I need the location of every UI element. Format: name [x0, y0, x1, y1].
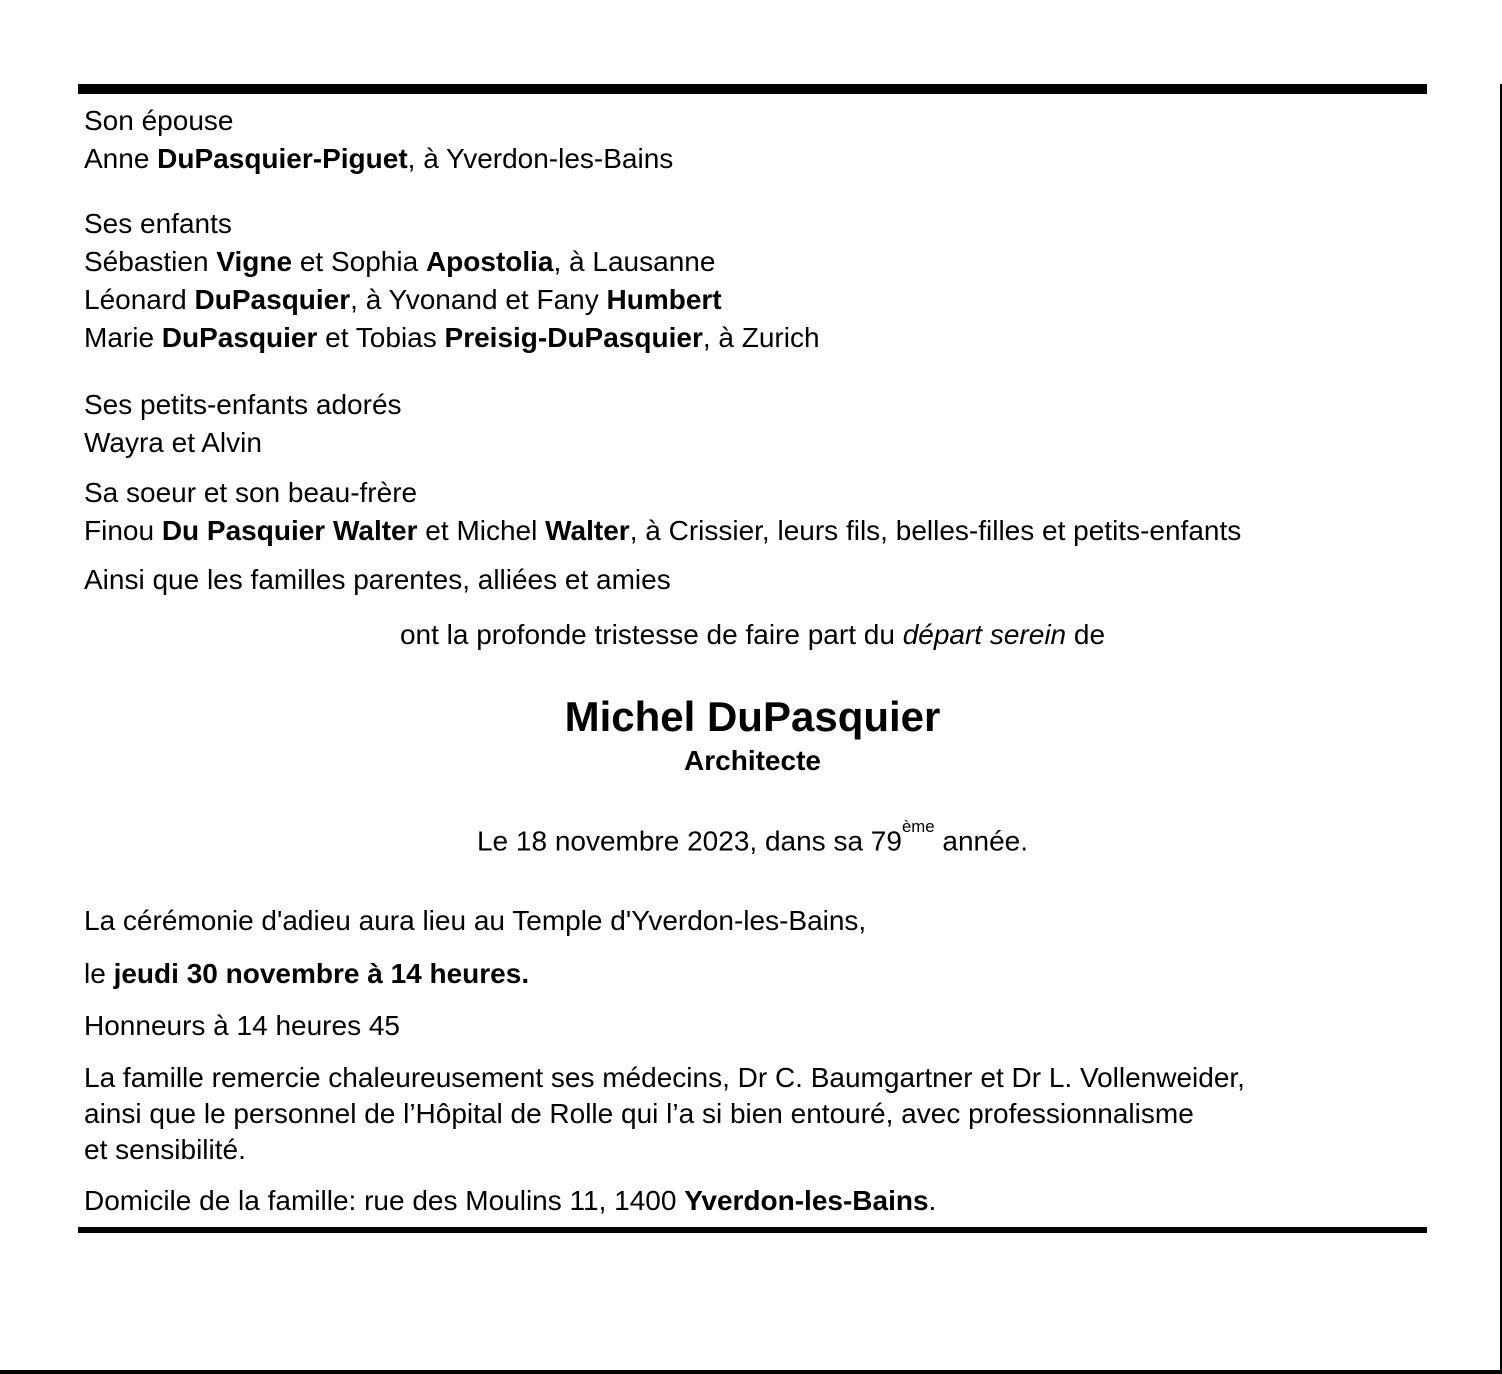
death-date-line: Le 18 novembre 2023, dans sa 79ème année. — [476, 816, 1029, 857]
bottom-rule — [78, 1227, 1427, 1233]
children-line-3: Marie DuPasquier et Tobias Preisig-DuPasquier, à Zurich — [84, 322, 820, 353]
grandchildren-line: Wayra et Alvin — [84, 427, 262, 458]
family-address: Domicile de la famille: rue des Moulins 11, 1400 Yverdon-les-Bains. — [84, 1185, 937, 1217]
thanks-line-1: La famille remercie chaleureusement ses médecins, Dr C. Baumgartner et Dr L. Vollenweider, — [84, 1062, 1245, 1094]
grandchildren-block — [78, 386, 1427, 462]
spouse-block — [78, 102, 1427, 178]
children-block — [78, 205, 1427, 357]
sister-heading: Sa soeur et son beau-frère — [84, 477, 418, 508]
thanks-line-2: ainsi que le personnel de l’Hôpital de Rolle qui l’a si bien entouré, avec professionnalisme — [84, 1098, 1194, 1130]
thanks-paragraph — [78, 1060, 1427, 1168]
deceased-profession: Architecte — [684, 745, 821, 776]
deceased-name: Michel DuPasquier — [564, 693, 941, 740]
families-line: Ainsi que les familles parentes, alliées et amies — [84, 564, 671, 595]
children-heading: Ses enfants — [84, 208, 232, 239]
announcement-intro: ont la profonde tristesse de faire part du départ serein de — [399, 619, 1106, 650]
honors-line: Honneurs à 14 heures 45 — [84, 1010, 400, 1042]
ceremony-datetime: le jeudi 30 novembre à 14 heures. — [84, 958, 530, 990]
thanks-line-3: et sensibilité. — [84, 1134, 246, 1166]
ordinal-suffix: ème — [901, 816, 935, 836]
spouse-line: Anne DuPasquier-Piguet, à Yverdon-les-Bains — [84, 143, 674, 174]
ceremony-location: La cérémonie d'adieu aura lieu au Temple d'Yverdon-les-Bains, — [84, 905, 867, 937]
children-line-1: Sébastien Vigne et Sophia Apostolia, à Lausanne — [84, 246, 716, 277]
obituary-document — [0, 84, 1502, 1374]
sister-block — [78, 474, 1427, 550]
top-rule — [78, 84, 1427, 94]
grandchildren-heading: Ses petits-enfants adorés — [84, 389, 402, 420]
children-line-2: Léonard DuPasquier, à Yvonand et Fany Humbert — [84, 284, 722, 315]
spouse-heading: Son épouse — [84, 105, 234, 136]
obituary-sheet — [78, 84, 1427, 1233]
sister-line: Finou Du Pasquier Walter et Michel Walter, à Crissier, leurs fils, belles-filles et petits-enfants — [84, 515, 1242, 546]
